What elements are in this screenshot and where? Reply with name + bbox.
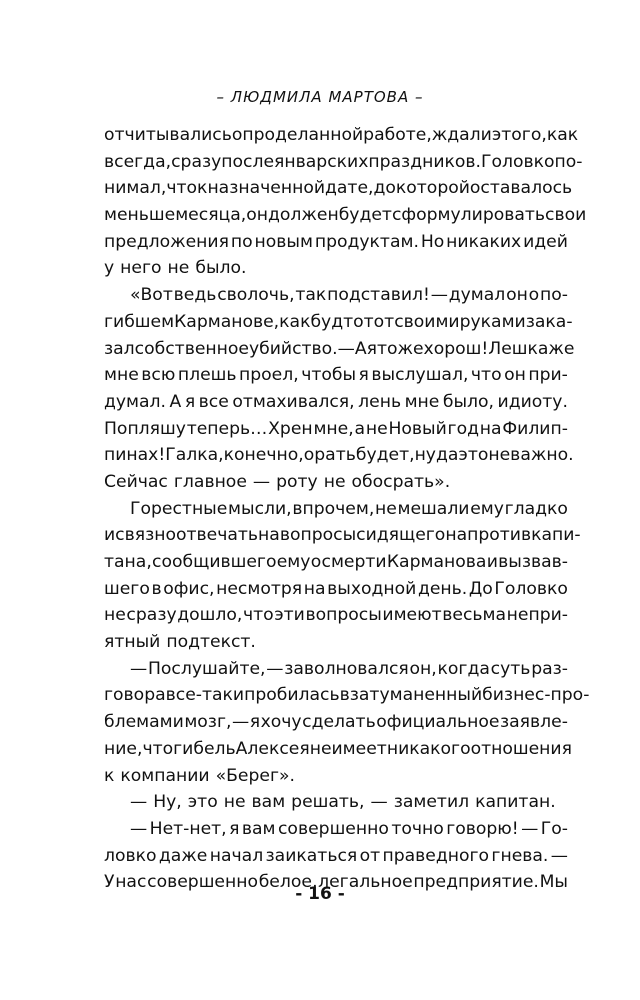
word: сделать: [302, 712, 376, 733]
word: Послушайте,: [147, 658, 266, 679]
word: подставил!: [327, 285, 430, 306]
word: блемами: [104, 712, 184, 733]
body-text: [104, 122, 590, 896]
word: всегда,: [104, 151, 172, 172]
word: гибшем: [104, 311, 175, 332]
word: это: [458, 445, 489, 466]
word: говора: [104, 685, 166, 706]
word: это: [187, 792, 218, 813]
word: «Вот: [130, 285, 173, 306]
word: точно: [391, 818, 444, 839]
word: что: [242, 605, 274, 626]
word: а: [354, 418, 366, 439]
word: своими: [394, 311, 460, 332]
word: дошло,: [177, 605, 243, 626]
word: при-: [528, 365, 568, 386]
word: сидящего: [356, 525, 446, 546]
word: обосрать».: [351, 471, 451, 492]
word: ние,: [104, 738, 143, 759]
word: праздников.: [368, 151, 481, 172]
word: раз-: [531, 658, 568, 679]
word: свои: [545, 205, 587, 226]
word: тана,: [104, 552, 152, 572]
word: о: [231, 125, 243, 145]
word: да: [435, 445, 459, 466]
word: офис,: [163, 578, 215, 599]
word: ятный: [104, 632, 161, 653]
word: никаких: [446, 231, 522, 252]
word: Карманова: [386, 552, 487, 572]
word: роту: [276, 471, 318, 492]
word: все: [198, 391, 229, 412]
word: нимал,: [104, 178, 167, 199]
word: я: [358, 365, 369, 386]
word: —: [252, 471, 271, 492]
word: заволновался: [284, 658, 409, 679]
word: никакого: [386, 738, 471, 759]
text-line: [104, 255, 568, 282]
word: мысли,: [228, 498, 292, 519]
word: которой: [395, 178, 470, 199]
word: —: [266, 658, 284, 679]
text-line: [104, 175, 573, 202]
word: должен: [268, 205, 339, 226]
word: До: [468, 578, 493, 599]
word: зака-: [525, 311, 573, 332]
word: шего: [104, 578, 150, 599]
word: собственное: [134, 338, 249, 359]
word: Го-: [540, 818, 568, 839]
word: по-: [554, 151, 583, 172]
word: так: [295, 285, 327, 306]
word: к: [197, 178, 208, 199]
word: он: [246, 205, 269, 226]
word: праведного: [382, 845, 490, 866]
word: сформулировать: [391, 205, 546, 226]
word: легальное: [318, 872, 413, 893]
text-line: [104, 496, 568, 523]
word: на: [303, 578, 326, 599]
word: даже: [158, 845, 208, 866]
word: не: [104, 605, 126, 626]
word: пробилась: [244, 685, 340, 706]
word: всю: [141, 365, 176, 386]
word: ему: [470, 498, 504, 519]
word: он: [504, 365, 526, 386]
word: Галка,: [165, 445, 224, 466]
word: отвечать: [175, 525, 259, 546]
word: что: [470, 365, 502, 386]
word: на: [479, 418, 502, 439]
word: думал: [448, 285, 506, 306]
word: орать: [303, 445, 356, 466]
word: продуктам.: [314, 231, 419, 252]
text-line: [104, 843, 568, 870]
word: сообщившего: [152, 552, 277, 572]
word: —: [130, 818, 148, 839]
word: у: [104, 258, 115, 279]
word: гибель: [173, 738, 236, 759]
word: Горестные: [130, 498, 228, 519]
word: тот: [363, 311, 395, 332]
word: месяца,: [175, 205, 247, 226]
word: конечно,: [223, 445, 304, 466]
word: не: [365, 418, 388, 439]
word: заметил: [393, 792, 470, 813]
word: вопросы: [279, 525, 357, 546]
word: Нет-нет,: [149, 818, 227, 839]
word: отчитывались: [104, 125, 232, 145]
word: суть: [490, 658, 531, 679]
word: в: [339, 685, 350, 706]
word: Головко: [494, 578, 568, 599]
text-line: [104, 576, 568, 603]
word: зал: [104, 338, 135, 359]
word: —: [130, 658, 148, 679]
word: отмахивался,: [232, 391, 355, 412]
word: Мы: [539, 872, 568, 893]
word: —: [550, 845, 568, 866]
word: ну: [414, 445, 436, 466]
word: ждали: [431, 125, 492, 145]
word: что: [166, 178, 198, 199]
word: совершенно: [277, 818, 389, 839]
word: теперь…: [186, 418, 268, 439]
word: непри-: [506, 605, 568, 626]
text-line: [104, 202, 587, 229]
word: о: [310, 552, 322, 572]
word: решать,: [291, 792, 365, 813]
word: было.: [195, 258, 247, 279]
word: А: [354, 338, 367, 359]
word: он,: [409, 658, 437, 679]
text-line: [104, 789, 568, 816]
word: убийство.: [248, 338, 338, 359]
text-line: [104, 816, 568, 843]
word: Сейчас: [104, 471, 168, 492]
word: работе,: [363, 125, 432, 145]
word: имеют: [382, 605, 442, 626]
word: затуманенный: [349, 685, 483, 706]
word: эти: [274, 605, 305, 626]
text-line: [104, 229, 568, 256]
word: —: [521, 818, 539, 839]
word: предприятие.: [413, 872, 539, 893]
word: белое,: [258, 872, 318, 893]
word: по-: [539, 285, 568, 306]
word: о: [528, 285, 540, 306]
word: думал.: [104, 391, 167, 412]
word: компании: [120, 765, 210, 786]
word: плешь: [177, 365, 237, 386]
word: будто: [310, 311, 364, 332]
text-line: [104, 309, 573, 336]
word: я: [184, 391, 196, 412]
word: —: [430, 285, 448, 306]
text-line: [104, 442, 574, 469]
word: что: [142, 738, 174, 759]
text-line: [104, 416, 568, 443]
word: я: [366, 338, 377, 359]
word: неважно.: [488, 445, 574, 466]
word: сразу: [171, 151, 222, 172]
word: проделанной: [242, 125, 364, 145]
word: все-таки: [165, 685, 245, 706]
word: напротив: [445, 525, 532, 546]
word: как: [279, 311, 311, 332]
word: сволочь,: [217, 285, 295, 306]
word: до: [373, 178, 396, 199]
word: меньше: [104, 205, 176, 226]
word: было,: [442, 391, 495, 412]
text-line: [104, 149, 583, 176]
word: гладко: [504, 498, 568, 519]
word: Хрен: [268, 418, 313, 439]
page-number: - 16 -: [295, 884, 345, 904]
word: мне: [104, 365, 139, 386]
word: связно: [115, 525, 176, 546]
word: Попляшу: [104, 418, 186, 439]
word: Алексея: [235, 738, 310, 759]
word: год: [447, 418, 479, 439]
word: говорю!: [446, 818, 519, 839]
word: хочу: [260, 712, 302, 733]
word: заявле-: [500, 712, 568, 733]
word: заикаться: [265, 845, 358, 866]
word: ведь: [173, 285, 217, 306]
word: ловко: [104, 845, 157, 866]
word: него: [120, 258, 162, 279]
text-line: [104, 709, 568, 736]
word: сразу: [126, 605, 177, 626]
text-line: [104, 763, 568, 790]
word: вопросы: [305, 605, 382, 626]
word: проел,: [239, 365, 299, 386]
word: несмотря: [216, 578, 303, 599]
word: к: [104, 765, 115, 786]
word: главное: [173, 471, 247, 492]
word: Ну,: [153, 792, 182, 813]
word: январских: [274, 151, 369, 172]
word: и: [104, 525, 116, 546]
word: не: [223, 792, 246, 813]
word: не: [167, 258, 190, 279]
word: идиоту.: [497, 391, 568, 412]
word: выходной: [327, 578, 417, 599]
word: имеет: [331, 738, 387, 759]
word: назначенной: [207, 178, 326, 199]
word: в: [151, 578, 162, 599]
word: «Берег».: [215, 765, 295, 786]
word: капи-: [531, 525, 581, 546]
word: мозг,: [184, 712, 232, 733]
word: руками: [459, 311, 526, 332]
running-head: – ЛЮДМИЛА МАРТОВА –: [216, 88, 424, 106]
word: будет: [338, 205, 392, 226]
word: впрочем,: [292, 498, 375, 519]
word: вызвав-: [498, 552, 568, 572]
word: Карманове,: [174, 311, 280, 332]
word: —: [130, 792, 148, 813]
text-line: [104, 282, 568, 309]
word: как: [546, 125, 579, 145]
text-line: [104, 389, 568, 416]
text-line: [104, 469, 568, 496]
word: бизнес-про-: [482, 685, 590, 706]
text-line: [104, 522, 581, 549]
word: выслушал,: [371, 365, 469, 386]
word: У: [104, 872, 115, 893]
word: оставалось: [469, 178, 573, 199]
word: —: [337, 338, 355, 359]
word: чтобы: [301, 365, 357, 386]
text-line: [104, 656, 568, 683]
word: идей: [523, 231, 568, 252]
word: вам: [251, 792, 286, 813]
word: нас: [115, 872, 147, 893]
text-line: [104, 736, 572, 763]
word: мне,: [313, 418, 354, 439]
word: дате,: [325, 178, 374, 199]
word: мешали: [397, 498, 470, 519]
word: хорош!: [423, 338, 489, 359]
word: ему: [276, 552, 311, 572]
word: Филип-: [502, 418, 568, 439]
word: я: [249, 712, 261, 733]
word: новым: [254, 231, 313, 252]
text-line: [104, 122, 579, 149]
word: капитан.: [475, 792, 556, 813]
word: официальное: [376, 712, 500, 733]
word: вам: [241, 818, 276, 839]
word: гнева.: [491, 845, 549, 866]
word: —: [370, 792, 388, 813]
word: по: [230, 231, 253, 252]
word: же: [548, 338, 575, 359]
word: пинах!: [104, 445, 166, 466]
text-line: [104, 336, 575, 363]
word: когда: [437, 658, 490, 679]
word: отношения: [470, 738, 572, 759]
word: этого,: [491, 125, 547, 145]
word: мне: [404, 391, 440, 412]
word: день.: [417, 578, 468, 599]
word: от: [359, 845, 381, 866]
word: на: [258, 525, 280, 546]
word: смерти: [321, 552, 387, 572]
word: начал: [209, 845, 264, 866]
word: Новый: [388, 418, 447, 439]
word: лень: [358, 391, 402, 412]
word: предложения: [104, 231, 229, 252]
word: весьма: [442, 605, 507, 626]
text-line: [104, 549, 568, 576]
word: Лешка: [488, 338, 549, 359]
word: А: [169, 391, 182, 412]
word: не: [375, 498, 397, 519]
word: он: [506, 285, 528, 306]
word: тоже: [376, 338, 424, 359]
word: Но: [420, 231, 445, 252]
text-line: [104, 682, 590, 709]
text-line: [104, 362, 568, 389]
text-line: [104, 602, 568, 629]
text-line: [104, 629, 568, 656]
word: я: [229, 818, 240, 839]
word: Головко: [480, 151, 555, 172]
word: —: [231, 712, 250, 733]
word: не: [309, 738, 332, 759]
word: подтекст.: [166, 632, 256, 653]
word: после: [221, 151, 275, 172]
word: и: [486, 552, 498, 572]
word: будет,: [355, 445, 415, 466]
word: совершенно: [147, 872, 258, 893]
word: не: [323, 471, 346, 492]
